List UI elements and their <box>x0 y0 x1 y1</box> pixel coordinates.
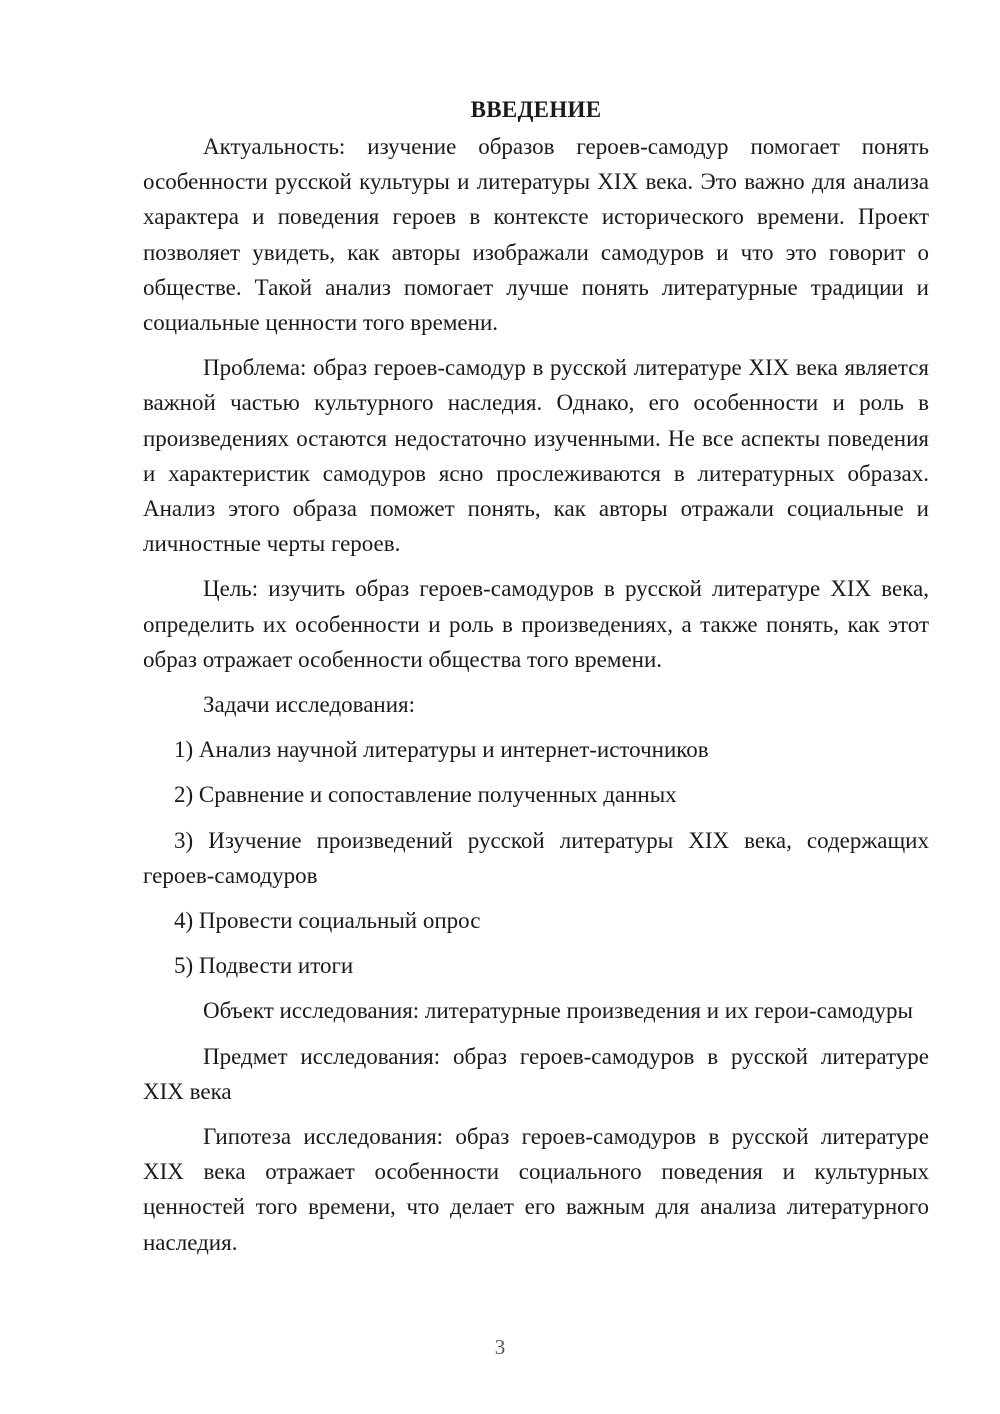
paragraph-hypothesis: Гипотеза исследования: образ героев-самодуров в русской литературе XIX века отражает особенности социального поведения и культурных ценностей того времени, что делает его важным для анализа литературного наследия. <box>143 1124 929 1255</box>
document-page <box>143 92 929 1260</box>
task-item-4: 4) Провести социальный опрос <box>174 908 481 934</box>
task-item-2: 2) Сравнение и сопоставление полученных данных <box>174 782 677 808</box>
tasks-heading: Задачи исследования: <box>203 692 416 718</box>
paragraph-problem: Проблема: образ героев-самодур в русской литературе XIX века является важной частью культурного наследия. Однако, его особенности и роль в произведениях остаются недостаточно изученными. Не все аспекты поведения и характеристик самодуров ясно прослеживаются в литературных образах. Анализ этого образа поможет понять, как авторы отражали социальные и личностные черты героев. <box>143 355 929 557</box>
section-title: ВВЕДЕНИЕ <box>470 97 602 122</box>
paragraph-subject: Предмет исследования: образ героев-самодуров в русской литературе XIX века <box>143 1043 929 1104</box>
task-item-3: 3) Изучение произведений русской литературы XIX века, содержащих героев-самодуров <box>143 827 929 888</box>
paragraph-object: Объект исследования: литературные произведения и их герои-самодуры <box>203 998 913 1024</box>
paragraph-relevance: Актуальность: изучение образов героев-самодур помогает понять особенности русской культуры и литературы XIX века. Это важно для анализа характера и поведения героев в контексте исторического времени. Проект позволяет увидеть, как авторы изображали самодуров и что это говорит о обществе. Такой анализ помогает лучше понять литературные традиции и социальные ценности того времени. <box>143 134 929 336</box>
task-item-1: 1) Анализ научной литературы и интернет-источников <box>174 737 709 763</box>
page-number: 3 <box>494 1335 506 1359</box>
task-item-5: 5) Подвести итоги <box>174 953 354 979</box>
paragraph-goal: Цель: изучить образ героев-самодуров в русской литературе XIX века, определить их особенности и роль в произведениях, а также понять, как этот образ отражает особенности общества того времени. <box>143 576 929 672</box>
